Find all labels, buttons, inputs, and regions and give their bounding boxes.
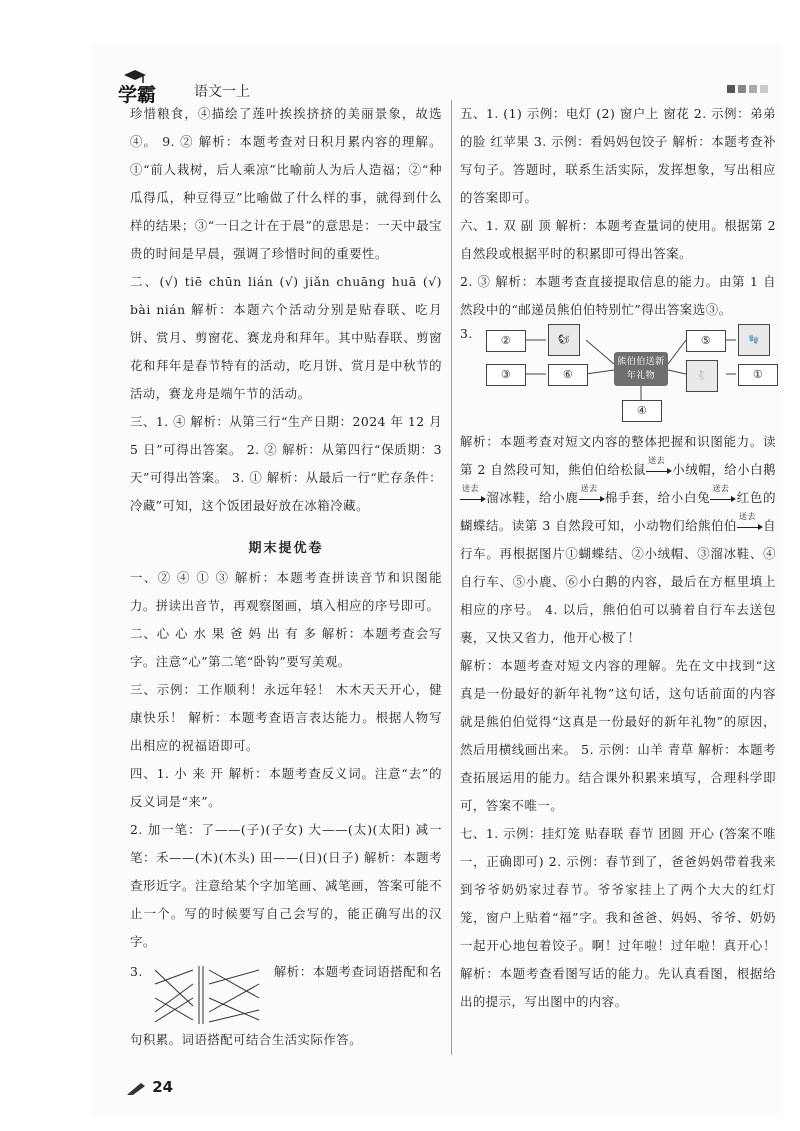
header-decoration: [727, 85, 768, 93]
text-run: 溜冰鞋，给小鹿: [486, 490, 579, 505]
answer-paragraph: [460, 428, 776, 652]
arrow-icon: [579, 483, 605, 504]
subject-label: 语文一上: [194, 84, 250, 100]
section-title: 期末提优卷: [248, 541, 324, 556]
header-block: [727, 85, 735, 93]
answer-paragraph: 三、1. ④ 解析：从第三行“生产日期：2024 年 12 月 5 日”可得出答案。 2. ② 解析：从第四行“保质期：3 天”可得出答案。 3. ① 解析：从最后一行“贮存条件：冷藏”可知，这个饭团最好放在冰箱冷藏。: [130, 414, 442, 513]
answer-paragraph: 2. ③ 解析：本题考查直接提取信息的能力。由第 1 自然段中的“邮递员熊伯伯特别忙”得出答案选③。: [460, 274, 776, 317]
arrow-label: 送去: [712, 483, 730, 493]
mind-map-center: 熊伯伯送新年礼物: [614, 352, 668, 386]
arrow-label: 送去: [648, 455, 666, 465]
arrow-icon: [646, 455, 672, 476]
header-block: [760, 85, 768, 93]
pencil-icon: [127, 1081, 147, 1095]
answer-paragraph: 解析：本题考查词语搭配和名句积累。词语搭配可结合生活实际作答。: [130, 964, 442, 1047]
answer-paragraph: 四、1. 小 来 开 解析：本题考查反义词。注意“去”的反义词是“来”。: [130, 766, 442, 809]
question-number: 3.: [130, 964, 143, 979]
column-divider: [451, 100, 452, 1055]
answer-paragraph: 一、② ④ ① ③ 解析：本题考查拼读音节和识图能力。拼读出音节，再观察图画，填入相应的序号即可。: [130, 570, 442, 613]
mind-map-box: ①: [738, 364, 778, 386]
arrow-icon: [460, 483, 486, 504]
answer-paragraph: 五、1. (1) 示例：电灯 (2) 窗户上 窗花 2. 示例：弟弟的脸 红苹果 3. 示例：看妈妈包饺子 解析：本题考查补写句子。答题时，联系生活实际，发挥想象，写出相应的答案即可。: [460, 106, 776, 205]
arrow-label: 送去: [462, 483, 479, 493]
squirrel-picture: 🐿: [548, 324, 580, 356]
mind-map-answer: [460, 324, 776, 428]
arrow-icon: [710, 483, 736, 504]
arrow-icon: [737, 511, 763, 532]
answer-paragraph: 七、1. 示例：挂灯笼 贴春联 春节 团圆 开心 (答案不唯一，正确即可) 2. 示例：春节到了，爸爸妈妈带着我来到爷爷奶奶家过春节。爷爷家挂上了两个大大的红灯笼，窗户上贴着“福”字。我和爸爸、妈妈、爷爷、奶奶一起开心地包着饺子。啊！过年啦！过年啦！真开心！ 解析：本题考查看图写话的能力。先认真看图，根据给出的提示，写出图中的内容。: [460, 826, 776, 1009]
page-number: 24: [152, 1078, 174, 1096]
rabbit-picture: 🐇: [686, 360, 718, 392]
mittens-picture: 🧤: [738, 324, 770, 356]
answer-paragraph: 二、心 心 水 果 爸 妈 出 有 多 解析：本题考查会写字。注意“心”第二笔“卧钩”要写美观。: [130, 626, 442, 669]
page-footer: [127, 1078, 173, 1096]
mind-map-box: ⑥: [548, 364, 588, 386]
brand-logo: 学霸: [118, 84, 157, 106]
text-run: 棉手套，给小白兔: [604, 490, 711, 505]
answer-paragraph: 六、1. 双 副 顶 解析：本题考查量词的使用。根据第 2 自然段或根据平时的积累即可得出答案。: [460, 218, 776, 261]
answer-paragraph: 解析：本题考查对短文内容的理解。先在文中找到“这真是一份最好的新年礼物”这句话，这句话前面的内容就是熊伯伯觉得“这真是一份最好的新年礼物”的原因，然后用横线画出来。 5. 示例：山羊 青草 解析：本题考查拓展运用的能力。结合课外积累来填写，合理科学即可，答案不唯一。: [460, 658, 776, 813]
header-block: [749, 85, 757, 93]
mind-map-box: ⑤: [686, 330, 726, 352]
question-number: 3.: [460, 326, 473, 341]
answer-paragraph: 珍惜粮食，④描绘了莲叶挨挨挤挤的美丽景象，故选④。 9. ② 解析：本题考查对日积月累内容的理解。①“前人栽树，后人乘凉”比喻前人为后人造福；②“种瓜得瓜，种豆得豆”比喻做了什么样的事，就得到什么样的结果；③“一日之计在于晨”的意思是：一天中最宝贵的时间是早晨，强调了珍惜时间的重要性。: [130, 106, 442, 261]
answer-paragraph: 三、示例：工作顺利！永远年轻！ 木木天天开心，健康快乐！ 解析：本题考查语言表达能力。根据人物写出相应的祝福语即可。: [130, 682, 442, 753]
mind-map-box: ③: [486, 364, 526, 386]
mind-map: [486, 328, 776, 428]
text-run: 小绒帽，给小白鹅: [672, 462, 777, 477]
arrow-label: 送去: [580, 483, 598, 493]
mind-map-box: ④: [622, 400, 662, 422]
mind-map-box: ②: [486, 330, 526, 352]
matching-answer: [130, 958, 442, 1054]
matching-lines-diagram: [153, 964, 263, 1026]
answer-paragraph: 二、(√) tiē chūn lián (√) jiǎn chuāng huā (√) bài nián 解析：本题六个活动分别是贴春联、吃月饼、赏月、剪窗花、赛龙舟和拜年。其中贴春联、剪窗花和拜年是春节特有的活动，吃月饼、赏月是中秋节的活动，赛龙舟是端午节的活动。: [130, 274, 442, 401]
answer-paragraph: 2. 加一笔：了——(子)(子女) 大——(太)(太阳) 减一笔：禾——(木)(木头) 田——(日)(日子) 解析：本题考查形近字。注意给某个字加笔画、减笔画，答案可能不止一个。写的时候要写自己会写的，能正确写出的汉字。: [130, 822, 442, 949]
text-run: 红色的蝴蝶结。读第 3 自然段可知，小动物们给熊伯伯: [460, 490, 777, 533]
text-run: 解析：本题考查对短文内容的整体把握和识图能力。读第 2 自然段可知，熊伯伯给松鼠: [460, 434, 776, 477]
arrow-label: 送去: [739, 511, 757, 521]
text-run: 自行车。再根据图片①蝴蝶结、②小绒帽、③溜冰鞋、④自行车、⑤小鹿、⑥小白鹅的内容，最后在方框里填上相应的序号。 4. 以后，熊伯伯可以骑着自行车去送包裹，又快又省力，他开心极了！: [460, 518, 776, 645]
left-column: [130, 100, 442, 1054]
right-column: [460, 100, 776, 1016]
header-block: [738, 85, 746, 93]
